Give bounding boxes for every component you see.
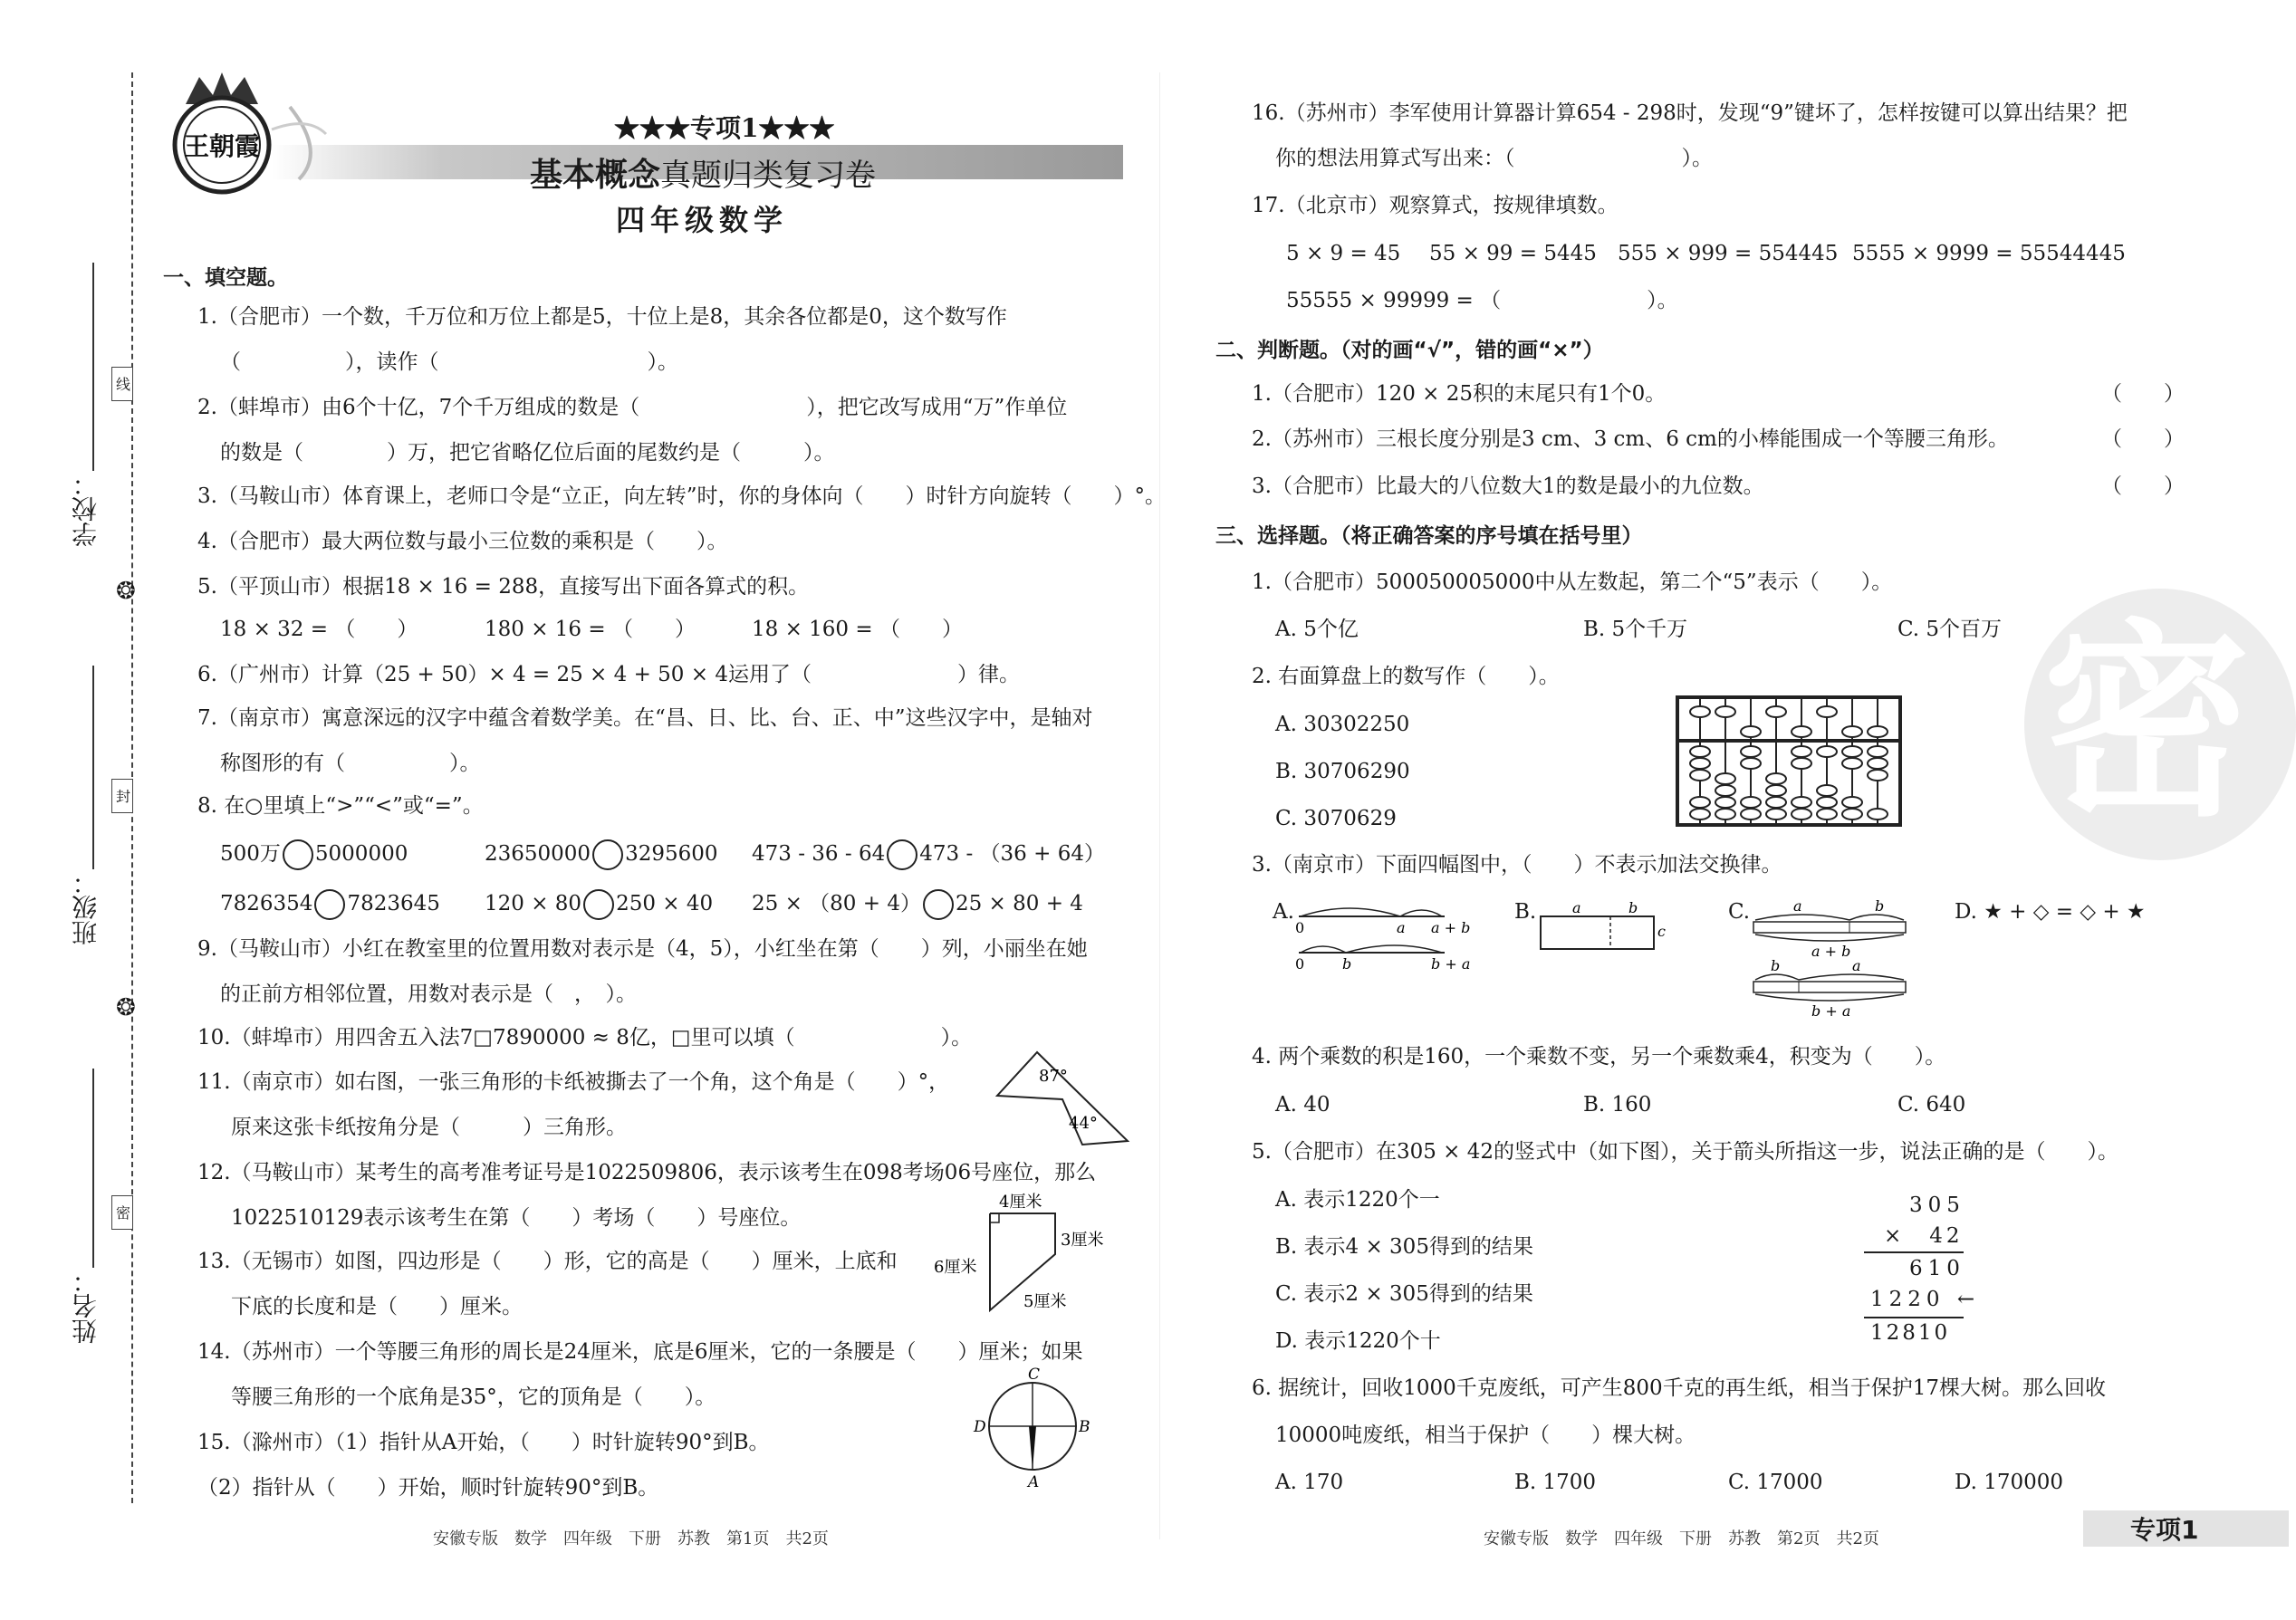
vm-line-2: × 42 [1884, 1224, 1964, 1248]
corner-label: 专项1 [2130, 1515, 2199, 1545]
page-footer-left: 安徽专版 数学 四年级 下册 苏教 第1页 共2页 [433, 1529, 829, 1548]
question-16a: 16.（苏州市）李军使用计算器计算654 - 298时，发现“9”键坏了，怎样按键可以算出结果？把 [1252, 101, 2128, 125]
choice-6-d[interactable]: D. 170000 [1955, 1471, 2064, 1494]
choice-2-c[interactable]: C. 3070629 [1275, 807, 1397, 830]
compare-circle[interactable] [592, 839, 623, 870]
abacus-figure [1676, 695, 1902, 827]
vm-line-5: 12810 [1870, 1321, 1951, 1345]
judge-3-answer[interactable]: （ ） [2101, 474, 2185, 498]
question-13b: 下底的长度和是（ ）厘米。 [231, 1295, 523, 1318]
question-15a: 15.（滁州市）（1）指针从A开始，（ ）时针旋转90°到B。 [197, 1431, 770, 1454]
svg-text:a + b: a + b [1431, 919, 1471, 936]
svg-text:b + a: b + a [1811, 1002, 1851, 1020]
svg-text:a: a [1572, 899, 1581, 916]
question-12b: 1022510129表示该考生在第（ ）考场（ ）号座位。 [231, 1206, 802, 1230]
choice-1-b[interactable]: B. 5个千万 [1583, 618, 1688, 641]
svg-text:a + b: a + b [1811, 943, 1851, 960]
segment-figure [1748, 896, 1911, 1019]
compare-circle[interactable] [583, 889, 614, 920]
ornament-icon: ❂ [116, 994, 136, 1021]
question-9b: 的正前方相邻位置，用数对表示是（ ， ）。 [220, 983, 637, 1006]
question-2b: 的数是（ ）万，把它省略亿位后面的尾数约是（ ）。 [220, 441, 835, 465]
question-8: 8. 在○里填上“>”“<”或“=”。 [197, 794, 484, 818]
question-11a: 11.（南京市）如右图，一张三角形的卡纸被撕去了一个角，这个角是（ ）°， [197, 1070, 950, 1094]
choice-3-c[interactable]: C. [1728, 900, 1751, 924]
name-label: 姓名： [71, 1268, 101, 1344]
ornament-icon: ❂ [116, 578, 136, 605]
compare-1: 500万 5000000 [220, 839, 408, 870]
vm-line-4: 1220 ← [1870, 1288, 1981, 1311]
question-16b: 你的想法用算式写出来：（ ）。 [1275, 147, 1713, 170]
question-17: 17.（北京市）观察算式，按规律填数。 [1252, 194, 1619, 217]
compare-circle[interactable] [314, 889, 345, 920]
svg-text:A: A [1028, 1473, 1040, 1491]
paper-title [530, 149, 876, 196]
cut-mark-seal: 封 [111, 779, 133, 813]
choice-6a: 6. 据统计，回收1000千克废纸，可产生800千克的再生纸，相当于保护17棵大树。那么回收 [1252, 1376, 2106, 1400]
question-5: 5.（平顶山市）根据18 × 16 = 288，直接写出下面各算式的积。 [197, 575, 810, 599]
svg-text:44°: 44° [1069, 1114, 1098, 1133]
cut-mark-secret: 密 [111, 1195, 133, 1230]
trapezoid-figure [928, 1191, 1128, 1318]
question-12a: 12.（马鞍山市）某考生的高考准考证号是1022509806，表示该考生在098考场06号座位，那么 [197, 1161, 1097, 1184]
compare-circle[interactable] [923, 889, 954, 920]
choice-6-c[interactable]: C. 17000 [1728, 1471, 1823, 1494]
judge-2-answer[interactable]: （ ） [2101, 427, 2185, 451]
question-2a: 2.（蚌埠市）由6个十亿，7个千万组成的数是（ ），把它改写成用“万”作单位 [197, 396, 1068, 419]
section-fill-blank: 一、填空题。 [163, 266, 288, 290]
compare-2: 23650000 3295600 [485, 839, 718, 870]
choice-4: 4. 两个乘数的积是160，一个乘数不变，另一个乘数乘4，积变为（ ）。 [1252, 1045, 1946, 1069]
svg-text:5厘米: 5厘米 [1023, 1292, 1067, 1311]
school-label: 学校： [71, 471, 101, 547]
question-3: 3.（马鞍山市）体育课上，老师口令是“立正，向左转”时，你的身体向（ ）时针方向旋转（ ）°。 [197, 484, 1166, 508]
question-14b: 等腰三角形的一个底角是35°，它的顶角是（ ）。 [231, 1385, 716, 1409]
number-line-figure [1295, 896, 1471, 978]
pattern-1: 5 × 9 = 45 [1286, 242, 1401, 265]
section-judgement: 二、判断题。（对的画“√”，错的画“×”） [1215, 339, 1604, 362]
svg-text:b: b [1628, 899, 1638, 916]
choice-5-b[interactable]: B. 表示4 × 305得到的结果 [1275, 1235, 1533, 1259]
choice-1: 1.（合肥市）500050005000中从左数起，第二个“5”表示（ ）。 [1252, 570, 1893, 594]
choice-4-b[interactable]: B. 160 [1583, 1093, 1652, 1117]
svg-text:C: C [1028, 1366, 1041, 1384]
judge-1: 1.（合肥市）120 × 25积的末尾只有1个0。 [1252, 382, 1667, 406]
question-1a: 1.（合肥市）一个数，千万位和万位上都是5，十位上是8，其余各位都是0，这个数写作 [197, 305, 1007, 329]
compare-6: 25 × （80 + 4） 25 × 80 + 4 [752, 889, 1083, 920]
choice-5-a[interactable]: A. 表示1220个一 [1275, 1188, 1440, 1212]
rectangle-figure [1538, 898, 1669, 953]
compare-5: 120 × 80 250 × 40 [485, 889, 713, 920]
choice-6b: 10000吨废纸，相当于保护（ ）棵大树。 [1275, 1423, 1696, 1447]
judge-1-answer[interactable]: （ ） [2101, 382, 2185, 406]
pattern-2: 55 × 99 = 5445 [1429, 242, 1597, 265]
question-4: 4.（合肥市）最大两位数与最小三位数的乘积是（ ）。 [197, 530, 728, 553]
question-15b: （2）指针从（ ）开始，顺时针旋转90°到B。 [197, 1476, 659, 1500]
choice-3-d[interactable]: D. ★ + ◇ = ◇ + ★ [1955, 900, 2146, 924]
choice-5-c[interactable]: C. 表示2 × 305得到的结果 [1275, 1282, 1533, 1306]
question-13a: 13.（无锡市）如图，四边形是（ ）形，它的高是（ ）厘米，上底和 [197, 1250, 898, 1273]
pattern-4: 5555 × 9999 = 55544445 [1852, 242, 2126, 265]
question-5c: 18 × 160 = （ ） [752, 618, 963, 641]
svg-text:0: 0 [1295, 955, 1305, 973]
section-choice: 三、选择题。（将正确答案的序号填在括号里） [1215, 524, 1643, 548]
watermark-text: 密 [2042, 603, 2252, 845]
question-14a: 14.（苏州市）一个等腰三角形的周长是24厘米，底是6厘米，它的一条腰是（ ）厘米；如果 [197, 1340, 1083, 1364]
question-6: 6.（广州市）计算（25 + 50）× 4 = 25 × 4 + 50 × 4运用了（ ）律。 [197, 663, 1020, 686]
svg-text:b: b [1342, 955, 1352, 973]
question-7b: 称图形的有（ ）。 [220, 752, 481, 775]
page-divider [1159, 72, 1160, 1539]
question-5b: 180 × 16 = （ ） [485, 618, 696, 641]
choice-1-c[interactable]: C. 5个百万 [1897, 618, 2003, 641]
compare-circle[interactable] [283, 839, 313, 870]
compare-circle[interactable] [887, 839, 917, 870]
title-rest: 真题归类复习卷 [660, 158, 877, 194]
choice-6-a[interactable]: A. 170 [1275, 1471, 1344, 1494]
judge-2: 2.（苏州市）三根长度分别是3 cm、3 cm、6 cm的小棒能围成一个等腰三角形。 [1252, 427, 2009, 451]
svg-text:6厘米: 6厘米 [934, 1258, 977, 1277]
page-footer-right: 安徽专版 数学 四年级 下册 苏教 第2页 共2页 [1484, 1529, 1879, 1548]
svg-text:D: D [974, 1418, 986, 1436]
question-10: 10.（蚌埠市）用四舍五入法7□7890000 ≈ 8亿，□里可以填（ ）。 [197, 1026, 973, 1050]
svg-text:B: B [1079, 1418, 1090, 1436]
svg-text:王朝霞: 王朝霞 [183, 131, 261, 161]
logo-icon [159, 68, 285, 199]
question-1b: （ ），读作（ ）。 [220, 350, 678, 374]
svg-text:0: 0 [1295, 919, 1305, 936]
svg-text:3厘米: 3厘米 [1061, 1231, 1104, 1250]
svg-text:a: a [1397, 919, 1406, 936]
question-11b: 原来这张卡纸按角分是（ ）三角形。 [231, 1116, 627, 1139]
question-5a: 18 × 32 = （ ） [220, 618, 418, 641]
choice-5: 5.（合肥市）在305 × 42的竖式中（如下图），关于箭头所指这一步，说法正确的是（ ）。 [1252, 1140, 2119, 1164]
svg-text:4厘米: 4厘米 [999, 1193, 1042, 1212]
compare-3: 473 - 36 - 64 473 - （36 + 64） [752, 839, 1105, 870]
judge-3: 3.（合肥市）比最大的八位数大1的数是最小的九位数。 [1252, 474, 1764, 498]
choice-2-b[interactable]: B. 30706290 [1275, 760, 1410, 783]
title-bold: 基本概念 [530, 157, 661, 194]
choice-4-a[interactable]: A. 40 [1275, 1093, 1331, 1117]
cut-mark-line: 线 [111, 367, 133, 401]
svg-text:b + a: b + a [1431, 955, 1471, 973]
vm-line-1: 305 [1909, 1193, 1965, 1217]
choice-2-a[interactable]: A. 30302250 [1275, 713, 1410, 736]
pattern-5: 55555 × 99999 = （ ）。 [1286, 289, 1678, 312]
dial-figure [974, 1367, 1091, 1490]
svg-text:87°: 87° [1039, 1067, 1068, 1086]
svg-text:a: a [1852, 957, 1861, 974]
question-7a: 7.（南京市）寓意深远的汉字中蕴含着数学美。在“昌、日、比、台、正、中”这些汉字中，是轴对 [197, 706, 1093, 730]
choice-3-a[interactable]: A. [1273, 900, 1294, 924]
choice-1-a[interactable]: A. 5个亿 [1275, 618, 1359, 641]
grade-title: 四年级数学 [616, 203, 789, 237]
svg-text:a: a [1793, 897, 1802, 915]
svg-text:b: b [1771, 957, 1781, 974]
choice-3-b[interactable]: B. [1514, 900, 1537, 924]
question-9a: 9.（马鞍山市）小红在教室里的位置用数对表示是（4，5），小红坐在第（ ）列，小丽坐在她 [197, 937, 1088, 961]
choice-3: 3.（南京市）下面四幅图中，（ ）不表示加法交换律。 [1252, 853, 1782, 877]
pattern-3: 555 × 999 = 554445 [1618, 242, 1839, 265]
vm-line-3: 610 [1909, 1257, 1965, 1280]
choice-6-b[interactable]: B. 1700 [1514, 1471, 1597, 1494]
choice-4-c[interactable]: C. 640 [1897, 1093, 1966, 1117]
svg-text:c: c [1657, 923, 1666, 940]
choice-2: 2. 右面算盘上的数写作（ ）。 [1252, 665, 1560, 688]
watermark-seal [2024, 589, 2296, 860]
choice-5-d[interactable]: D. 表示1220个十 [1275, 1329, 1441, 1353]
compare-4: 7826354 7823645 [220, 889, 440, 920]
class-label: 班级： [71, 869, 101, 945]
torn-triangle-figure [992, 1043, 1137, 1152]
series-label: ★★★专项1★★★ [614, 113, 835, 143]
svg-text:b: b [1875, 897, 1885, 915]
